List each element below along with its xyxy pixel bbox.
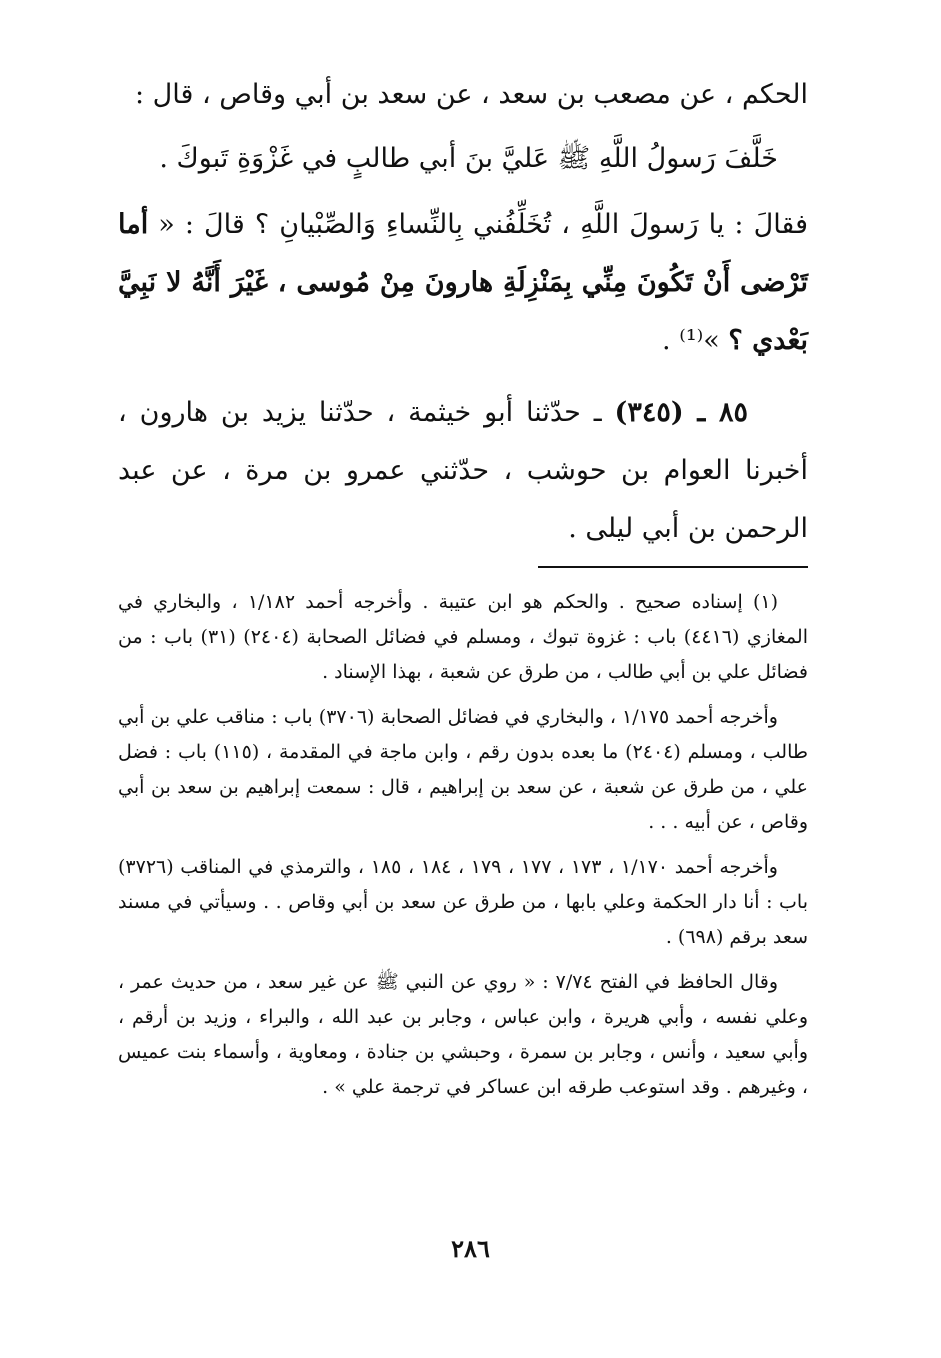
page-number: ٢٨٦	[451, 1234, 490, 1263]
footnote-para-2: وأخرجه أحمد ١/١٧٥ ، والبخاري في فضائل الصحابة (٣٧٠٦) باب : مناقب علي بن أبي طالب ، ومسلم (٢٤٠٤) ما بعده بدون رقم ، وابن ماجة في المقدمة ، (١١٥) باب : فضل علي ، من طرق عن شعبة ، عن سعد بن إبراهيم ، قال : سمعت إبراهيم بن سعد بن أبي وقاص ، عن أبيه . . .	[118, 706, 808, 833]
footnote-separator	[538, 566, 808, 568]
footnote-para-4: وقال الحافظ في الفتح ٧/٧٤ : « روي عن النبي ﷺ عن غير سعد ، من حديث عمر ، وعلي نفسه ، وأبي هريرة ، وابن عباس ، وجابر بن عبد الله ، والبراء ، وزيد بن أرقم ، وأبي سعيد ، وأنس ، وجابر بن سمرة ، وحبشي بن جنادة ، ومعاوية ، وأسماء بنت عميس ، وغيرهم . وقد استوعب طرقه ابن عساكر في ترجمة علي » .	[118, 971, 808, 1098]
hadith-text	[118, 196, 808, 370]
footnotes	[118, 585, 808, 1115]
hadith-answer: أما تَرْضى أَنْ تَكُونَ مِنِّي بِمَنْزِلَةِ هارونَ مِنْ مُوسى ، غَيْرَ أَنَّهُ لا نَبِيَّ بَعْدي ؟	[118, 209, 808, 356]
footnote-para-3: وأخرجه أحمد ١/١٧٠ ، ١٧٣ ، ١٧٧ ، ١٧٩ ، ١٨٤ ، ١٨٥ ، والترمذي في المناقب (٣٧٢٦) باب : أنا دار الحكمة وعلي بابها ، من طرق عن سعد بن أبي وقاص . . وسيأتي في مسند سعد برقم (٦٩٨) .	[118, 856, 808, 948]
hadith-narration: خَلَّفَ رَسولُ اللَّهِ ﷺ عَليَّ بنَ أبي طالبٍ في غَزْوَةِ تَبوكَ .	[159, 143, 778, 174]
footnote-1: (١) إسناده صحيح . والحكم هو ابن عتيبة . وأخرجه أحمد ١/١٨٢ ، والبخاري في المغازي (٤٤١٦) باب : غزوة تبوك ، ومسلم في فضائل الصحابة (٢٤٠٤) (٣١) باب : من فضائل علي بن أبي طالب ، من طرق عن شعبة ، بهذا الإسناد .	[118, 591, 808, 683]
opening-line: الحكم ، عن مصعب بن سعد ، عن سعد بن أبي وقاص ، قال :	[134, 79, 808, 110]
main-text	[118, 66, 808, 558]
isnad-paragraph	[118, 384, 808, 558]
hadith-question: فقالَ : يا رَسولَ اللَّهِ ، تُخَلِّفُني بِالنِّساءِ وَالصِّبْيانِ ؟ قالَ : «	[158, 209, 808, 240]
hadith-end: »⁽¹⁾ .	[662, 325, 720, 356]
isnad-text: ـ حدّثنا أبو خيثمة ، حدّثنا يزيد بن هارون ، أخبرنا العوام بن حوشب ، حدّثني عمرو بن مرة ، عن عبد الرحمن بن أبي ليلى .	[118, 397, 808, 544]
hadith-number: ٨٥ ـ (٣٤٥)	[614, 397, 748, 428]
